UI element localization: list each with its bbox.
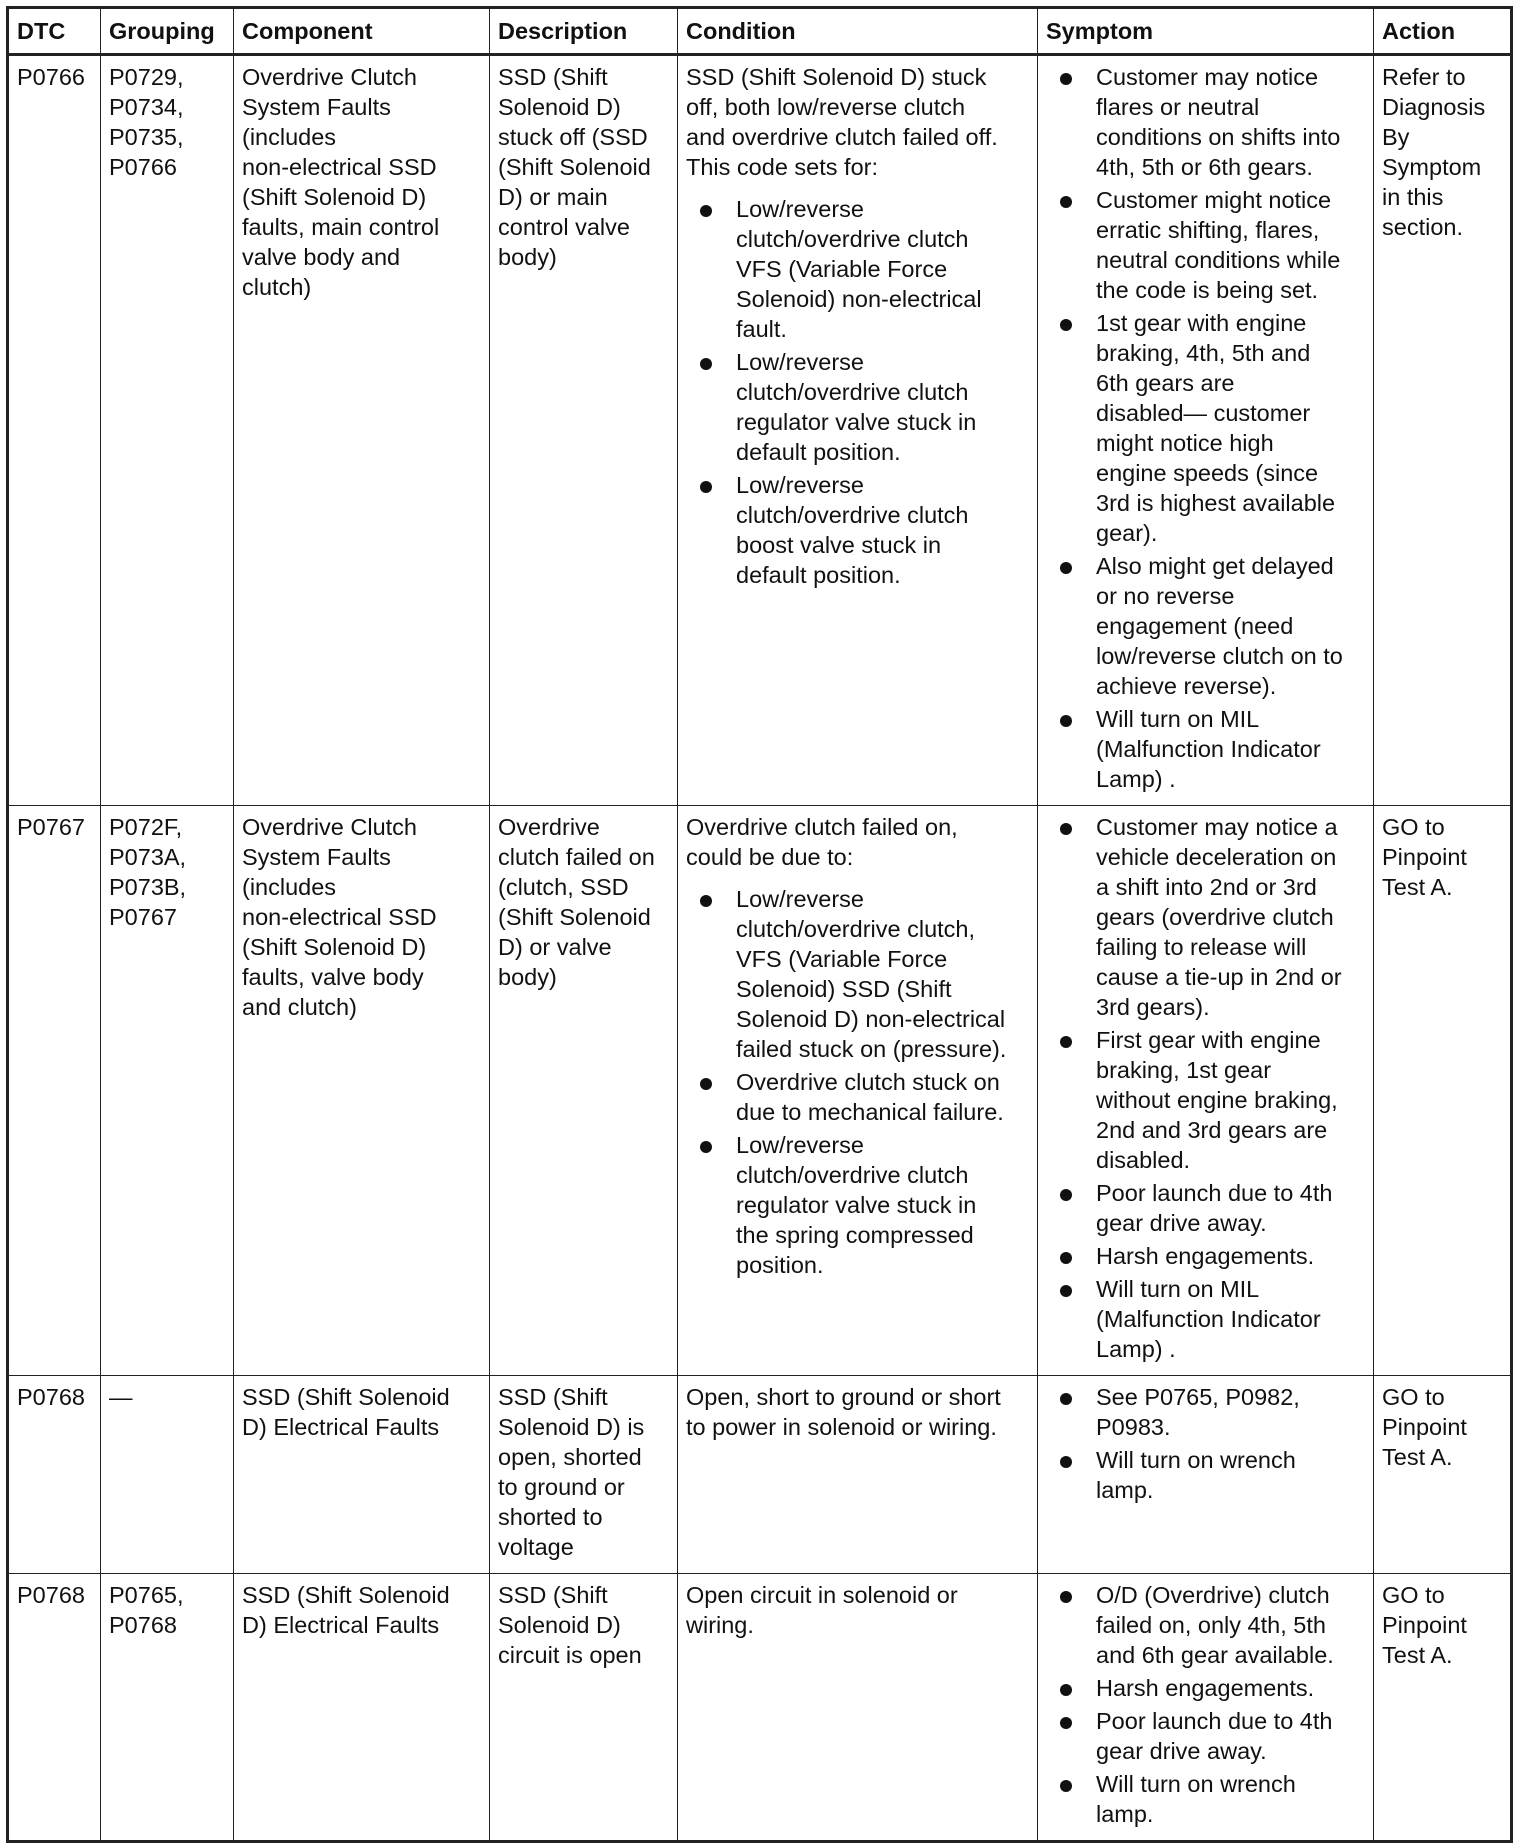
list-item: Harsh engagements.: [1046, 1241, 1365, 1271]
component-cell: Overdrive Clutch System Faults (includes non-electrical SSD (Shift Solenoid D) faults, valve body and clutch): [234, 806, 490, 1376]
list-item: Harsh engagements.: [1046, 1673, 1365, 1703]
description-cell: SSD (Shift Solenoid D) is open, shorted to ground or shorted to voltage: [490, 1376, 678, 1574]
grouping-cell: —: [101, 1376, 234, 1574]
list-item: Low/reverse clutch/overdrive clutch VFS (Variable Force Solenoid) non-electrical fault.: [686, 194, 1029, 344]
condition-cell: [678, 55, 1038, 806]
list-item: Poor launch due to 4th gear drive away.: [1046, 1178, 1365, 1238]
description-cell: SSD (Shift Solenoid D) stuck off (SSD (Shift Solenoid D) or main control valve body): [490, 55, 678, 806]
symptom-list: [1046, 1382, 1365, 1505]
list-item: Also might get delayed or no reverse engagement (need low/reverse clutch on to achieve reverse).: [1046, 551, 1365, 701]
symptom-cell: [1038, 806, 1374, 1376]
dtc-cell: P0767: [8, 806, 101, 1376]
list-item: Low/reverse clutch/overdrive clutch regulator valve stuck in the spring compressed position.: [686, 1130, 1029, 1280]
header-condition: Condition: [678, 8, 1038, 55]
list-item: Will turn on wrench lamp.: [1046, 1769, 1365, 1829]
description-cell: Overdrive clutch failed on (clutch, SSD (Shift Solenoid D) or valve body): [490, 806, 678, 1376]
table-row: [8, 806, 1512, 1376]
list-item: Will turn on MIL (Malfunction Indicator Lamp) .: [1046, 1274, 1365, 1364]
list-item: Customer may notice a vehicle deceleration on a shift into 2nd or 3rd gears (overdrive clutch failing to release will cause a tie-up in 2nd or 3rd gears).: [1046, 812, 1365, 1022]
symptom-cell: [1038, 1574, 1374, 1842]
list-item: Will turn on wrench lamp.: [1046, 1445, 1365, 1505]
list-item: Will turn on MIL (Malfunction Indicator Lamp) .: [1046, 704, 1365, 794]
table-row: [8, 1376, 1512, 1574]
grouping-cell: P072F, P073A, P073B, P0767: [101, 806, 234, 1376]
header-action: Action: [1374, 8, 1512, 55]
list-item: Low/reverse clutch/overdrive clutch boost valve stuck in default position.: [686, 470, 1029, 590]
header-symptom: Symptom: [1038, 8, 1374, 55]
condition-list: [686, 884, 1029, 1280]
symptom-cell: [1038, 55, 1374, 806]
symptom-list: [1046, 62, 1365, 794]
condition-intro: Open circuit in solenoid or wiring.: [686, 1582, 958, 1638]
grouping-cell: P0729, P0734, P0735, P0766: [101, 55, 234, 806]
condition-cell: [678, 1574, 1038, 1842]
condition-intro: SSD (Shift Solenoid D) stuck off, both low/reverse clutch and overdrive clutch failed off. This code sets for:: [686, 64, 998, 180]
header-row: [8, 8, 1512, 55]
list-item: O/D (Overdrive) clutch failed on, only 4th, 5th and 6th gear available.: [1046, 1580, 1365, 1670]
grouping-cell: P0765, P0768: [101, 1574, 234, 1842]
symptom-list: [1046, 812, 1365, 1364]
list-item: See P0765, P0982, P0983.: [1046, 1382, 1365, 1442]
list-item: Overdrive clutch stuck on due to mechanical failure.: [686, 1067, 1029, 1127]
component-cell: SSD (Shift Solenoid D) Electrical Faults: [234, 1376, 490, 1574]
list-item: Poor launch due to 4th gear drive away.: [1046, 1706, 1365, 1766]
action-cell: GO to Pinpoint Test A.: [1374, 806, 1512, 1376]
header-component: Component: [234, 8, 490, 55]
header-description: Description: [490, 8, 678, 55]
condition-cell: [678, 1376, 1038, 1574]
condition-list: [686, 194, 1029, 590]
condition-intro: Open, short to ground or short to power in solenoid or wiring.: [686, 1384, 1001, 1440]
component-cell: Overdrive Clutch System Faults (includes non-electrical SSD (Shift Solenoid D) faults, main control valve body and clutch): [234, 55, 490, 806]
symptom-list: [1046, 1580, 1365, 1829]
action-cell: GO to Pinpoint Test A.: [1374, 1574, 1512, 1842]
component-cell: SSD (Shift Solenoid D) Electrical Faults: [234, 1574, 490, 1842]
dtc-table: [6, 6, 1513, 1843]
list-item: 1st gear with engine braking, 4th, 5th and 6th gears are disabled— customer might notice high engine speeds (since 3rd is highest available gear).: [1046, 308, 1365, 548]
dtc-cell: P0766: [8, 55, 101, 806]
list-item: First gear with engine braking, 1st gear without engine braking, 2nd and 3rd gears are disabled.: [1046, 1025, 1365, 1175]
symptom-cell: [1038, 1376, 1374, 1574]
table-row: [8, 55, 1512, 806]
action-cell: GO to Pinpoint Test A.: [1374, 1376, 1512, 1574]
condition-cell: [678, 806, 1038, 1376]
table-row: [8, 1574, 1512, 1842]
header-dtc: DTC: [8, 8, 101, 55]
list-item: Low/reverse clutch/overdrive clutch, VFS (Variable Force Solenoid) SSD (Shift Solenoid D) non-electrical failed stuck on (pressure).: [686, 884, 1029, 1064]
action-cell: Refer to Diagnosis By Symptom in this section.: [1374, 55, 1512, 806]
list-item: Customer might notice erratic shifting, flares, neutral conditions while the code is being set.: [1046, 185, 1365, 305]
dtc-cell: P0768: [8, 1574, 101, 1842]
dtc-cell: P0768: [8, 1376, 101, 1574]
condition-intro: Overdrive clutch failed on, could be due to:: [686, 814, 958, 870]
list-item: Customer may notice flares or neutral conditions on shifts into 4th, 5th or 6th gears.: [1046, 62, 1365, 182]
description-cell: SSD (Shift Solenoid D) circuit is open: [490, 1574, 678, 1842]
header-grouping: Grouping: [101, 8, 234, 55]
list-item: Low/reverse clutch/overdrive clutch regulator valve stuck in default position.: [686, 347, 1029, 467]
